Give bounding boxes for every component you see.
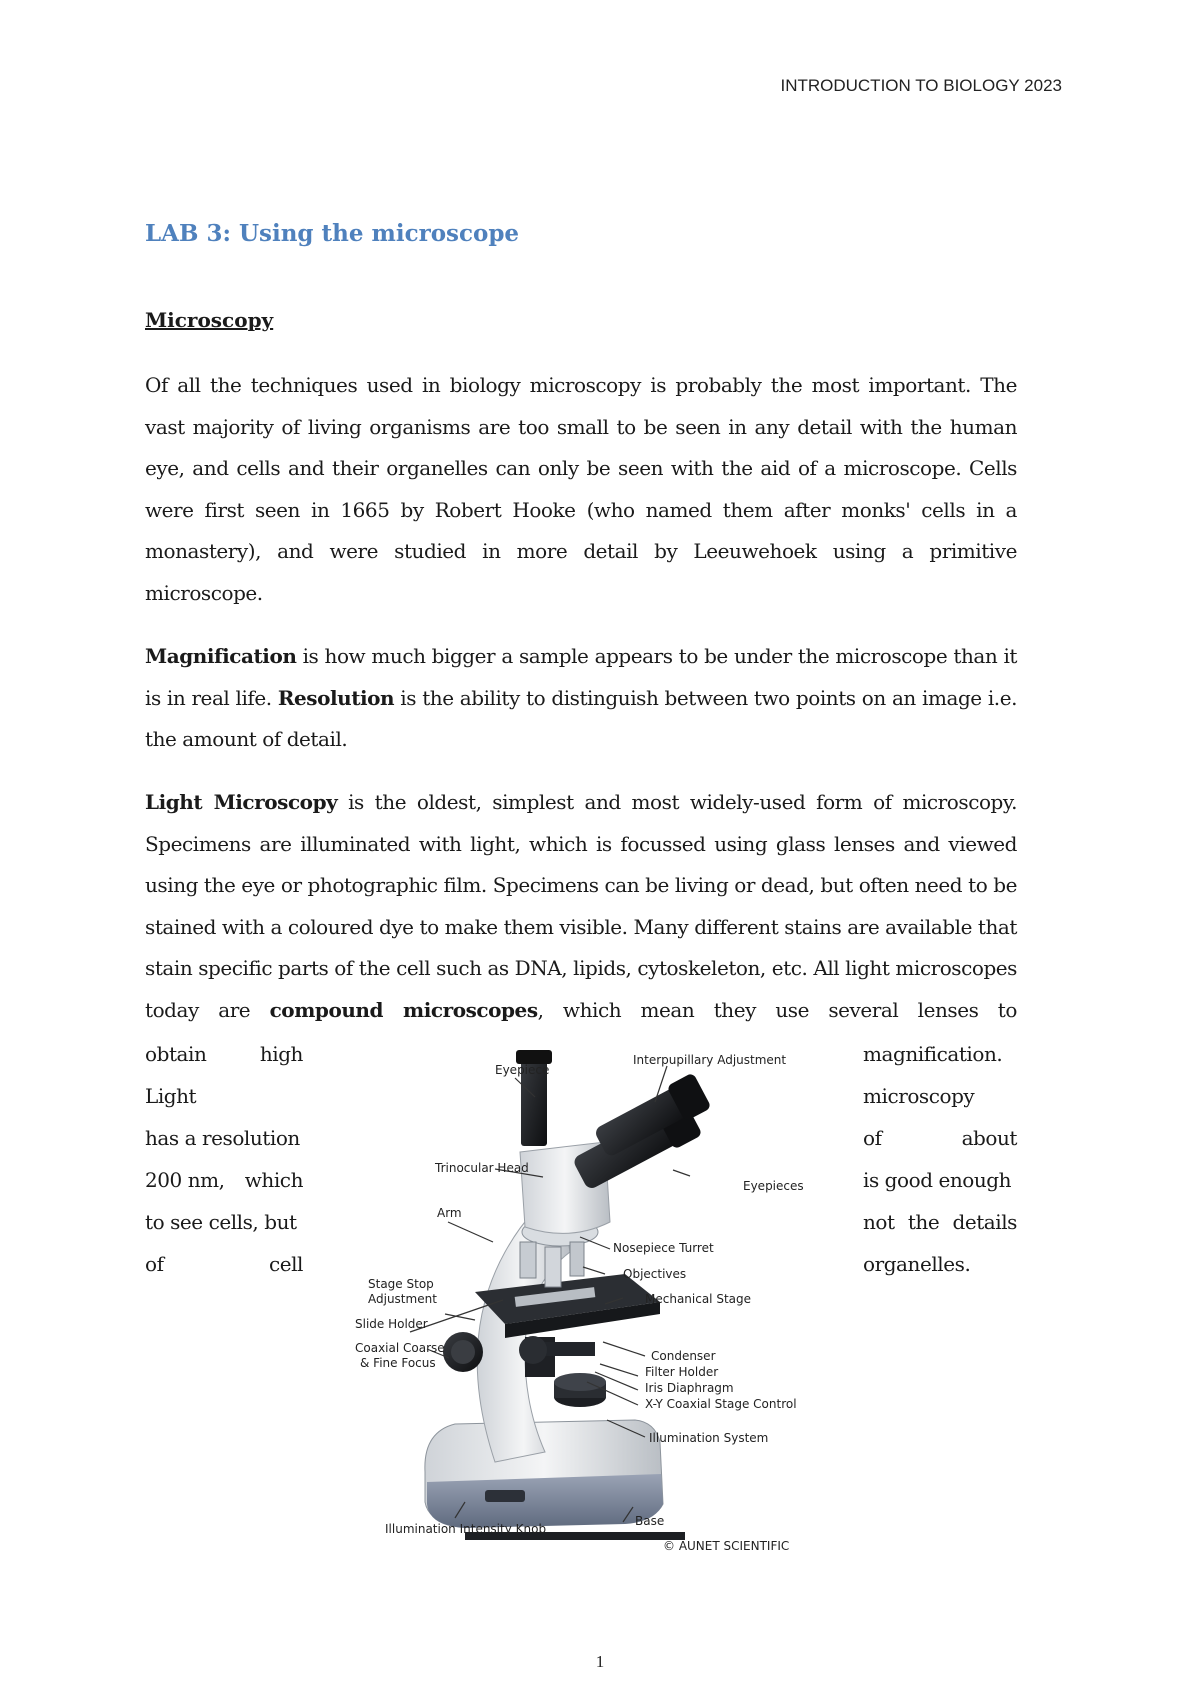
label-slide-holder: Slide Holder: [355, 1317, 428, 1331]
wrap-word: details: [952, 1210, 1017, 1234]
page-title: LAB 3: Using the microscope: [145, 220, 520, 247]
running-header: INTRODUCTION TO BIOLOGY 2023: [780, 76, 1062, 95]
wrap-word: 200 nm,: [145, 1168, 225, 1192]
wrap-word: has a resolution: [145, 1126, 300, 1150]
wrap-left: [145, 1117, 303, 1159]
wrap-left: [145, 1033, 303, 1075]
wrap-right: [863, 1117, 1017, 1159]
wrap-word: which: [244, 1168, 303, 1192]
wrap-right: [863, 1159, 1017, 1201]
microscope-diagram: [355, 1042, 843, 1560]
wrap-word: microscopy: [863, 1084, 975, 1108]
term-resolution: Resolution: [277, 685, 395, 710]
wrap-word: the: [907, 1210, 940, 1234]
label-fine-focus: & Fine Focus: [360, 1356, 436, 1370]
paragraph-microscopy: Of all the techniques used in biology microscopy is probably the most important. The vast majority of living organisms are too small to be seen in any detail with the human eye, and cells and their organelles can only be seen with the aid of a microscope. Cells were first seen in 1665 by Robert Hooke (who named them after monks' cells in a monastery), and were studied in more detail by Leeuwehoek using a primitive microscope.: [145, 373, 1017, 605]
paragraph-light-microscopy: [145, 782, 1017, 1031]
wrap-left: [145, 1075, 303, 1117]
label-stage-stop-adjustment: Adjustment: [368, 1292, 437, 1306]
wrap-word: to see cells, but: [145, 1210, 297, 1234]
label-interpupillary: Interpupillary Adjustment: [633, 1053, 787, 1067]
page-number: 1: [595, 1652, 605, 1671]
label-base: Base: [635, 1514, 665, 1528]
wrap-left: [145, 1159, 303, 1201]
figure-copyright: © AUNET SCIENTIFIC: [663, 1539, 790, 1553]
label-coaxial-coarse: Coaxial Coarse: [355, 1341, 445, 1355]
label-filter-holder: Filter Holder: [645, 1365, 719, 1379]
wrap-right: [863, 1201, 1017, 1243]
wrap-right: [863, 1075, 1017, 1117]
label-objectives: Objectives: [623, 1267, 687, 1281]
magnification-definition: is how much bigger a sample appears to be under the microscope than it is in real life.: [145, 644, 1017, 710]
label-eyepieces: Eyepieces: [743, 1179, 804, 1193]
wrap-word: about: [961, 1126, 1017, 1150]
wrap-word: magnification.: [863, 1042, 1003, 1066]
wrap-right: [863, 1033, 1017, 1075]
section-heading: Microscopy: [145, 308, 274, 332]
wrap-word: organelles.: [863, 1252, 971, 1276]
label-condenser: Condenser: [651, 1349, 716, 1363]
label-trinocular-head: Trinocular Head: [435, 1161, 529, 1175]
term-light-microscopy: Light Microscopy: [145, 790, 338, 814]
label-arm: Arm: [437, 1206, 462, 1220]
label-stage-stop: Stage Stop: [368, 1277, 434, 1291]
label-nosepiece-turret: Nosepiece Turret: [613, 1241, 714, 1255]
wrap-word: is good enough: [863, 1168, 1012, 1192]
resolution-definition: is the ability to distinguish between two points on an image i.e. the amount of detail.: [145, 685, 1017, 751]
label-mechanical-stage: Mechanical Stage: [645, 1292, 752, 1306]
wrap-left: [145, 1201, 303, 1243]
paragraph-magnification: [145, 636, 1017, 761]
compound-microscopes-text: , which mean they use several lenses to: [537, 997, 1017, 1022]
wrap-word: obtain: [145, 1042, 207, 1066]
label-iris-diaphragm: Iris Diaphragm: [645, 1381, 734, 1395]
microscope-illustration: [355, 1042, 843, 1560]
wrap-right: [863, 1243, 1017, 1285]
wrap-word: Light: [145, 1084, 197, 1108]
term-magnification: Magnification: [145, 644, 297, 668]
light-microscopy-text: is the oldest, simplest and most widely-used form of microscopy. Specimens are illuminated with light, which is focussed using glass lenses and viewed using the eye or photographic film. Specimens can be living or dead, but often need to be stained with a coloured dye to make them visible. Many different stains are available that stain specific parts of the cell such as DNA, lipids, cytoskeleton, etc. All light microscopes today are: [145, 790, 1017, 1022]
term-compound-microscopes: compound microscopes: [269, 997, 538, 1022]
wrap-word: cell: [268, 1252, 303, 1276]
label-intensity-knob: Illumination Intensity Knob: [385, 1522, 547, 1536]
wrap-word: high: [259, 1042, 303, 1066]
label-eyepiece: Eyepiece: [495, 1063, 550, 1077]
head-shape: [516, 1050, 712, 1233]
label-xy-stage-control: X-Y Coaxial Stage Control: [645, 1397, 797, 1411]
wrap-word: of: [145, 1252, 164, 1276]
wrap-left: [145, 1243, 303, 1285]
wrap-word: not: [863, 1210, 895, 1234]
wrap-word: of: [863, 1126, 882, 1150]
label-illumination-system: Illumination System: [649, 1431, 769, 1445]
